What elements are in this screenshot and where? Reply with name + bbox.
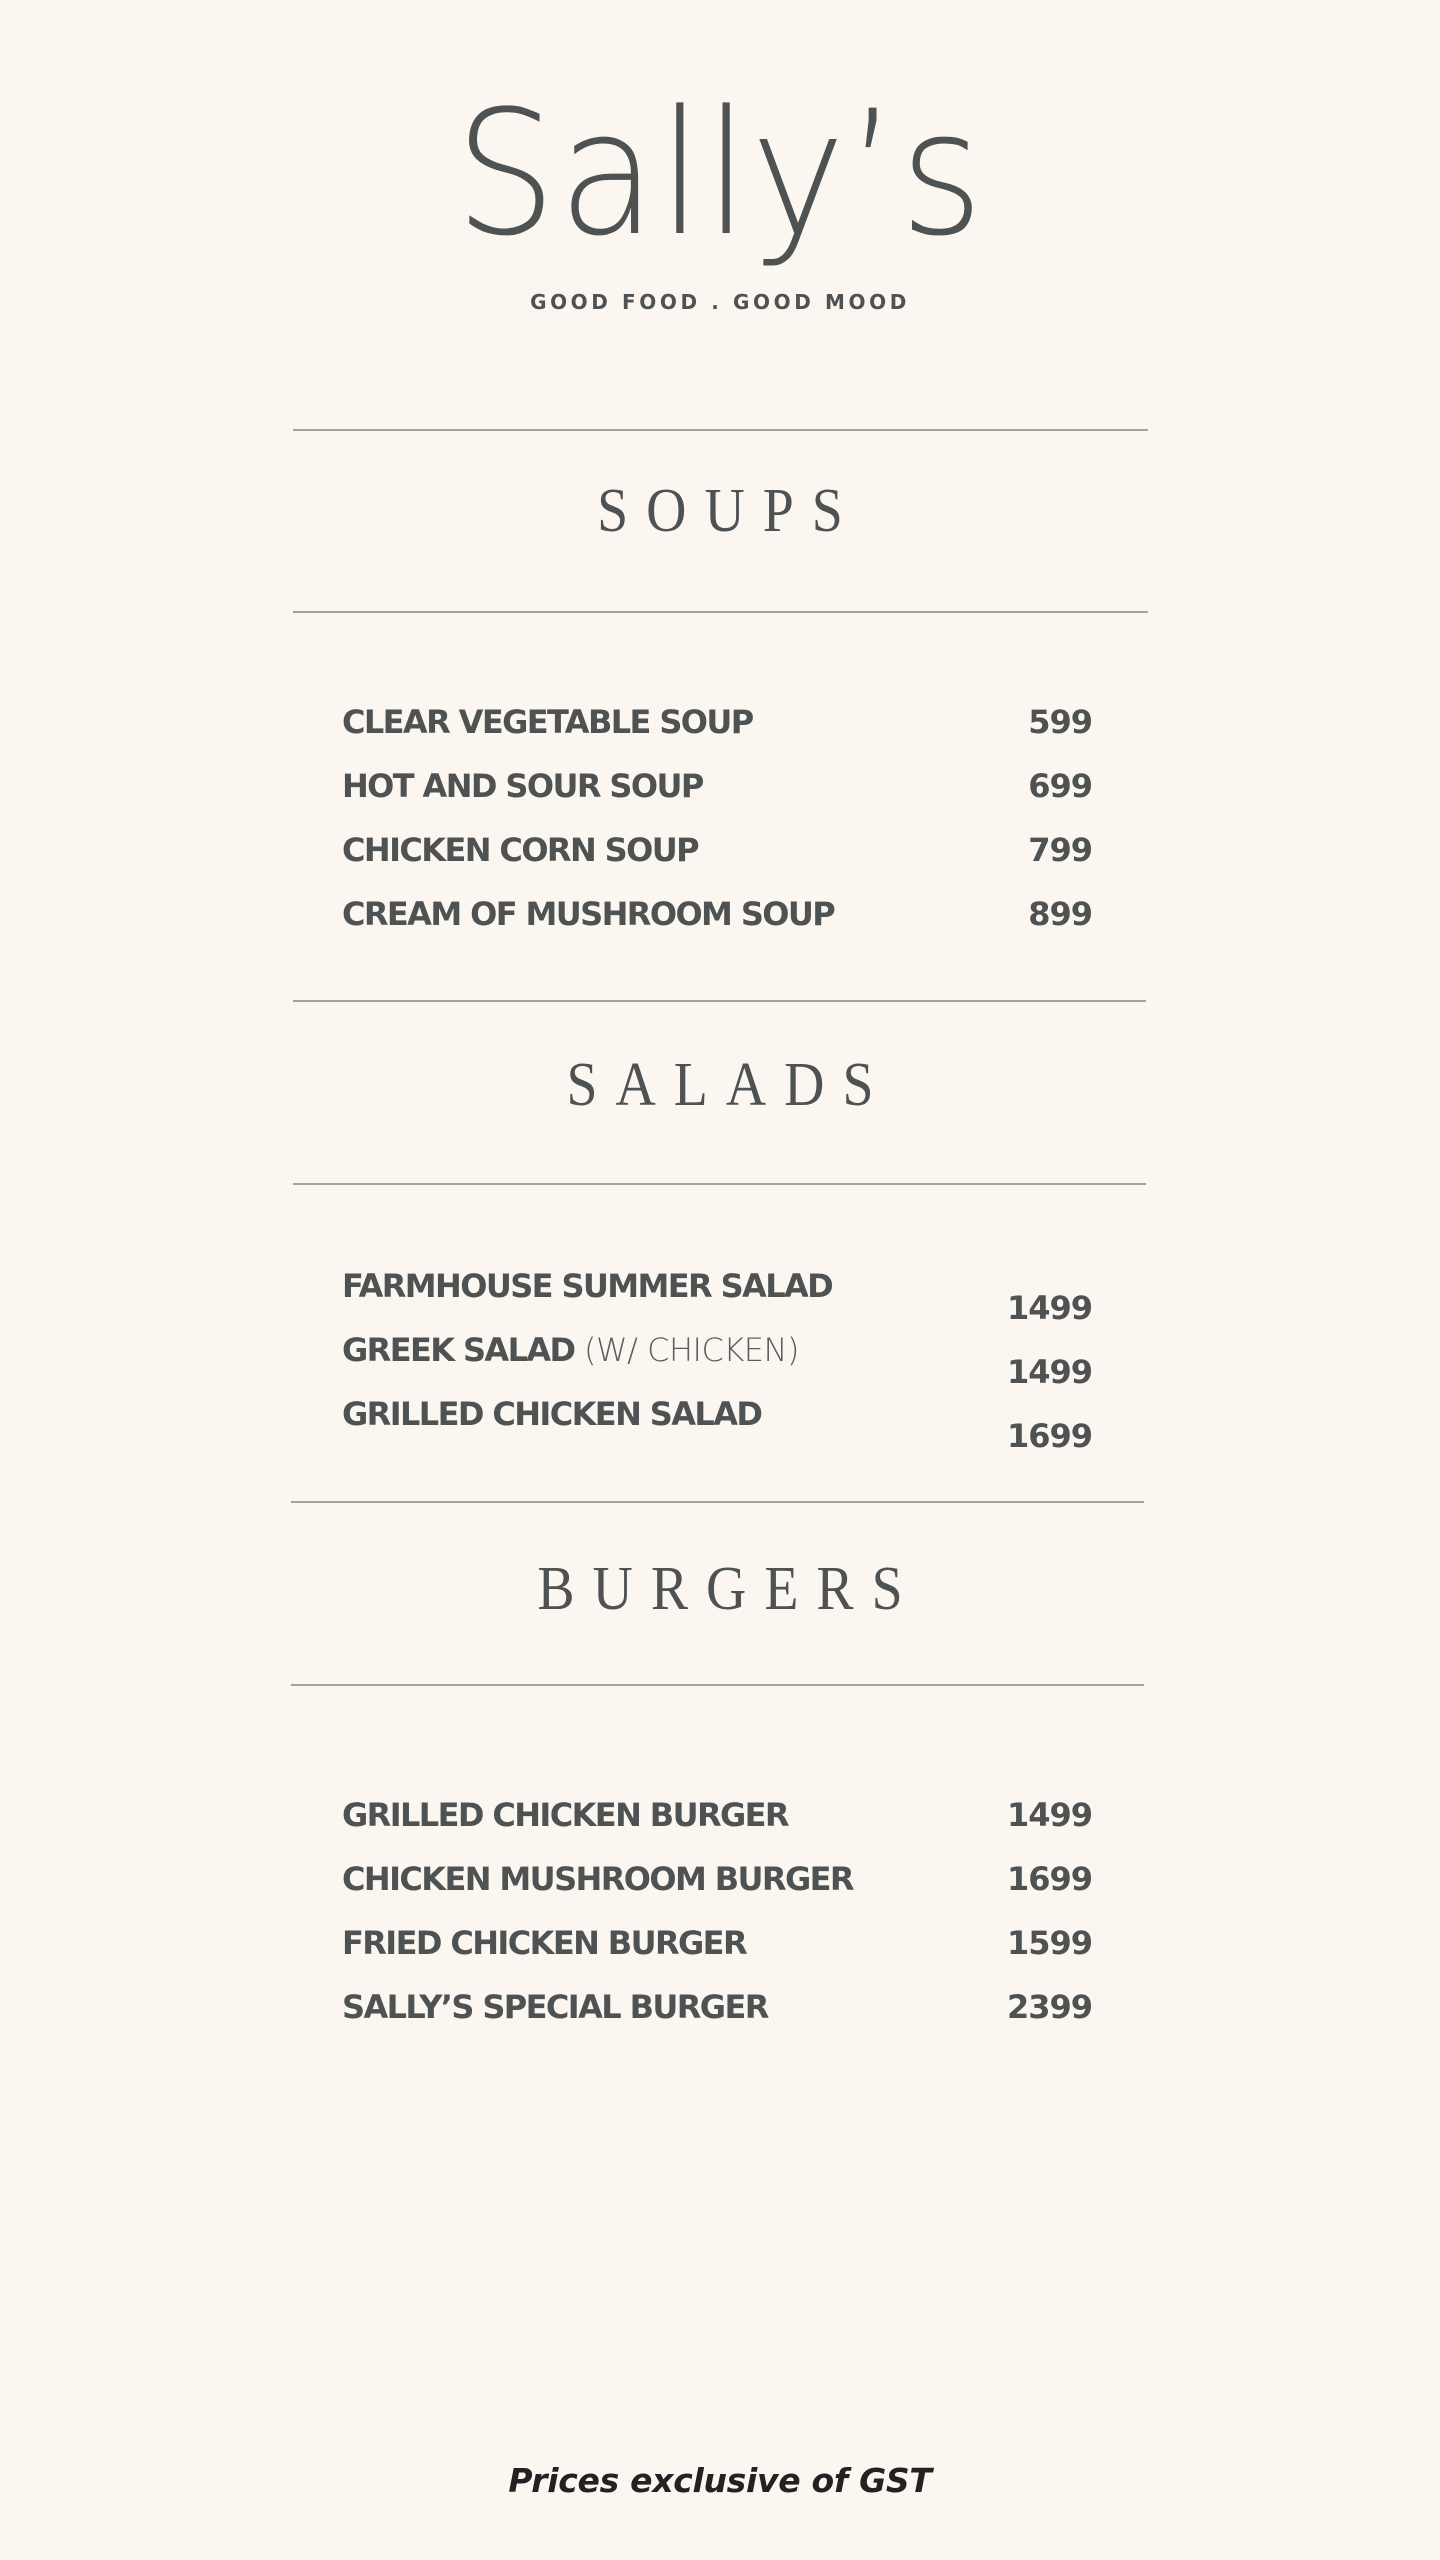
menu-item-price: 1499: [1006, 1796, 1092, 1834]
menu-item-note: (W/ CHICKEN): [584, 1331, 799, 1369]
divider-salads-top: [293, 1000, 1146, 1002]
menu-item-price: 1699: [1006, 1417, 1092, 1455]
tax-note: Prices exclusive of GST: [508, 2461, 932, 2500]
menu-item-price: 1599: [1006, 1924, 1092, 1962]
divider-burgers-bottom: [291, 1684, 1144, 1686]
divider-salads-bottom: [293, 1183, 1146, 1185]
menu-item-title: GREEK SALAD: [342, 1331, 575, 1369]
section-title-salads: SALADS: [566, 1051, 892, 1119]
menu-item-name: GRILLED CHICKEN BURGER: [342, 1796, 788, 1834]
divider-soups-bottom: [293, 611, 1148, 613]
divider-soups-top: [293, 429, 1148, 431]
menu-item-price: 1699: [1006, 1860, 1092, 1898]
menu-item-price: 1499: [1006, 1289, 1092, 1327]
menu-item-name: CLEAR VEGETABLE SOUP: [342, 703, 753, 741]
section-title-burgers: BURGERS: [537, 1555, 921, 1623]
tagline: GOOD FOOD . GOOD MOOD: [530, 290, 910, 314]
restaurant-logo: Sally’s: [454, 73, 986, 274]
menu-item-name: GRILLED CHICKEN SALAD: [342, 1395, 762, 1433]
section-title-soups: SOUPS: [597, 477, 861, 545]
menu-item-price: 2399: [1006, 1988, 1092, 2026]
menu-item-name: CREAM OF MUSHROOM SOUP: [342, 895, 835, 933]
divider-burgers-top: [291, 1501, 1144, 1503]
menu-item-price: 1499: [1006, 1353, 1092, 1391]
menu-item-name: FRIED CHICKEN BURGER: [342, 1924, 746, 1962]
menu-item-name: CHICKEN MUSHROOM BURGER: [342, 1860, 853, 1898]
menu-item-price: 799: [1028, 831, 1092, 869]
menu-item-price: 599: [1028, 703, 1092, 741]
menu-item-price: 899: [1028, 895, 1092, 933]
menu-item-price: 699: [1028, 767, 1092, 805]
menu-item-name: FARMHOUSE SUMMER SALAD: [342, 1267, 833, 1305]
menu-item-name: CHICKEN CORN SOUP: [342, 831, 698, 869]
menu-item-name: SALLY’S SPECIAL BURGER: [342, 1988, 768, 2026]
menu-item-name: [342, 1332, 799, 1368]
menu-item-name: HOT AND SOUR SOUP: [342, 767, 703, 805]
